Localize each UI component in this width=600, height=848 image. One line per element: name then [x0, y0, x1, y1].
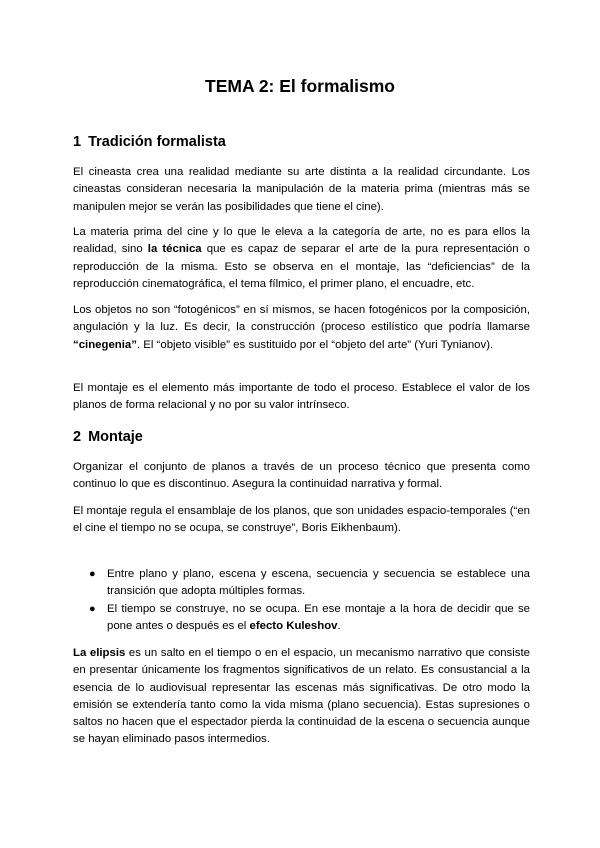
- bold-text: La elipsis: [73, 647, 126, 659]
- section-number: 1: [73, 134, 82, 150]
- paragraph: El cineasta crea una realidad mediante su arte distinta a la realidad circundante. Los cineastas consideran necesaria la manipulación de la materia prima (mientras más se manipulen mejor se verán las posibilidades que tiene el cine).: [73, 166, 530, 213]
- list-item: [73, 566, 530, 601]
- text: es un salto en el tiempo o en el espacio, un mecanismo narrativo que consiste en presentar únicamente los fragmentos significativos de un relato. Es consustancial a la esencia de lo audiovisual representar las escenas más significativas. De otro modo la emisión se extendería tanto como la vida misma (plano secuencia). Estas supresiones o saltos no hacen que el espectador pierda la continuidad de la escena o secuencia aunque se hayan eliminado pasos intermedios.: [73, 647, 530, 746]
- bullet-icon: ●: [89, 568, 96, 580]
- paragraph: El montaje regula el ensamblaje de los planos, que son unidades espacio-temporales (“en el cine el tiempo no se ocupa, se construye”, Boris Eikhenbaum).: [73, 505, 530, 535]
- text: . El “objeto visible” es sustituido por el “objeto del arte” (Yuri Tynianov).: [136, 338, 494, 351]
- section-number: 2: [73, 429, 82, 445]
- paragraph: [73, 302, 530, 354]
- paragraph: [73, 645, 530, 749]
- bold-text: la técnica: [147, 243, 202, 256]
- text: .: [337, 619, 341, 632]
- list-item-text: Entre plano y plano, escena y escena, secuencia y secuencia se establece una transición que adopta múltiples formas.: [107, 568, 530, 598]
- bullet-list: [73, 566, 530, 635]
- section-heading-tradicion: [73, 134, 226, 150]
- list-item-text: El tiempo se construye, no se ocupa. En ese montaje a la hora de decidir que se pone antes o después es el: [107, 602, 530, 632]
- page-title: TEMA 2: El formalismo: [205, 76, 395, 96]
- text: Los objetos no son “fotogénicos” en sí mismos, se hacen fotogénicos por la composición, angulación y la luz. Es decir, la construcción (proceso estilístico que podría llamarse: [73, 304, 530, 334]
- paragraph: [73, 224, 530, 293]
- section-title: Montaje: [88, 429, 143, 445]
- list-item: [73, 601, 530, 636]
- paragraph: El montaje es el elemento más importante de todo el proceso. Establece el valor de los planos de forma relacional y no por su valor intrínseco.: [73, 382, 530, 412]
- paragraph: Organizar el conjunto de planos a través de un proceso técnico que presenta como continuo lo que es discontinuo. Asegura la continuidad narrativa y formal.: [73, 461, 530, 491]
- bullet-icon: ●: [89, 602, 96, 615]
- bold-text: “cinegenia”: [73, 338, 137, 351]
- text: La materia prima del cine y lo que le eleva a la categoría de arte, no es para ellos la realidad, sino: [73, 226, 530, 256]
- section-title: Tradición formalista: [88, 134, 226, 150]
- bold-text: efecto Kuleshov: [249, 619, 338, 632]
- section-heading-montaje: [73, 429, 143, 445]
- text: que es capaz de separar el arte de la pura representación o reproducción de la misma. Esto se observa en el montaje, las “deficiencias” de la reproducción cinematográfica, el tema fílmico, el primer plano, el encuadre, etc.: [73, 243, 531, 290]
